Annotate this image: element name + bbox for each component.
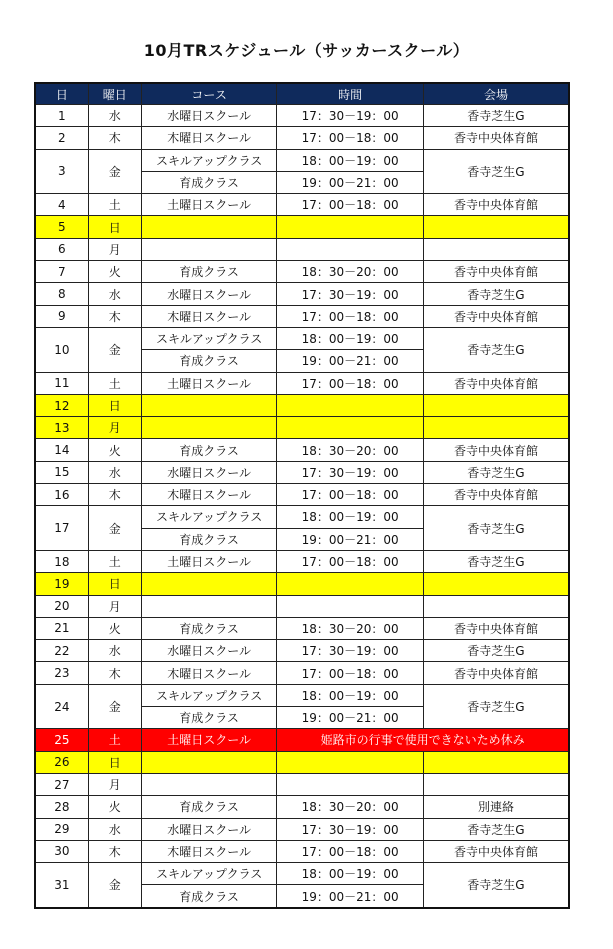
cell-day: 31 bbox=[35, 863, 88, 908]
cell-weekday: 木 bbox=[88, 305, 141, 327]
table-row bbox=[35, 305, 569, 327]
table-row bbox=[35, 773, 569, 795]
cell-venue: 香寺中央体育館 bbox=[423, 372, 569, 394]
cell-time: 18：00－19：00 bbox=[277, 684, 424, 706]
table-row bbox=[35, 261, 569, 283]
cell-venue: 別連絡 bbox=[423, 796, 569, 818]
cell-venue: 香寺中央体育館 bbox=[423, 617, 569, 639]
cell-venue: 香寺中央体育館 bbox=[423, 484, 569, 506]
cell-venue: 香寺芝生G bbox=[423, 461, 569, 483]
table-row bbox=[35, 818, 569, 840]
cell-note: 姫路市の行事で使用できないため休み bbox=[277, 729, 569, 751]
cell-day: 29 bbox=[35, 818, 88, 840]
cell-day: 17 bbox=[35, 506, 88, 551]
table-row bbox=[35, 149, 569, 171]
table-row bbox=[35, 216, 569, 238]
table-row bbox=[35, 751, 569, 773]
cell-time bbox=[277, 394, 424, 416]
cell-venue: 香寺芝生G bbox=[423, 640, 569, 662]
cell-day: 30 bbox=[35, 840, 88, 862]
cell-venue: 香寺中央体育館 bbox=[423, 305, 569, 327]
cell-course: スキルアップクラス bbox=[141, 327, 277, 349]
cell-day: 25 bbox=[35, 729, 88, 751]
header-venue: 会場 bbox=[423, 83, 569, 105]
cell-course: 木曜日スクール bbox=[141, 305, 277, 327]
header-day: 日 bbox=[35, 83, 88, 105]
cell-venue bbox=[423, 773, 569, 795]
cell-time bbox=[277, 238, 424, 260]
cell-course bbox=[141, 394, 277, 416]
cell-course: スキルアップクラス bbox=[141, 863, 277, 885]
cell-weekday: 水 bbox=[88, 105, 141, 127]
cell-weekday: 木 bbox=[88, 484, 141, 506]
cell-course: 育成クラス bbox=[141, 439, 277, 461]
cell-time bbox=[277, 417, 424, 439]
cell-venue: 香寺中央体育館 bbox=[423, 439, 569, 461]
cell-day: 28 bbox=[35, 796, 88, 818]
table-row bbox=[35, 283, 569, 305]
table-row bbox=[35, 506, 569, 528]
cell-course: 木曜日スクール bbox=[141, 127, 277, 149]
cell-day: 8 bbox=[35, 283, 88, 305]
cell-day: 22 bbox=[35, 640, 88, 662]
cell-course: 土曜日スクール bbox=[141, 729, 277, 751]
table-row bbox=[35, 484, 569, 506]
cell-course: 育成クラス bbox=[141, 261, 277, 283]
cell-time: 18：00－19：00 bbox=[277, 149, 424, 171]
table-row bbox=[35, 461, 569, 483]
cell-time: 19：00－21：00 bbox=[277, 350, 424, 372]
cell-time: 17：30－19：00 bbox=[277, 105, 424, 127]
cell-day: 11 bbox=[35, 372, 88, 394]
cell-weekday: 水 bbox=[88, 818, 141, 840]
cell-time bbox=[277, 773, 424, 795]
cell-day: 20 bbox=[35, 595, 88, 617]
table-row bbox=[35, 238, 569, 260]
table-row bbox=[35, 617, 569, 639]
cell-time: 17：00－18：00 bbox=[277, 662, 424, 684]
table-row bbox=[35, 417, 569, 439]
cell-course: 水曜日スクール bbox=[141, 283, 277, 305]
table-row bbox=[35, 863, 569, 885]
cell-weekday: 木 bbox=[88, 127, 141, 149]
cell-day: 19 bbox=[35, 573, 88, 595]
cell-venue: 香寺中央体育館 bbox=[423, 840, 569, 862]
table-row bbox=[35, 796, 569, 818]
table-row bbox=[35, 573, 569, 595]
cell-venue: 香寺中央体育館 bbox=[423, 194, 569, 216]
cell-course bbox=[141, 595, 277, 617]
cell-course: 水曜日スクール bbox=[141, 105, 277, 127]
cell-weekday: 日 bbox=[88, 573, 141, 595]
header-weekday: 曜日 bbox=[88, 83, 141, 105]
cell-weekday: 水 bbox=[88, 283, 141, 305]
cell-venue: 香寺中央体育館 bbox=[423, 127, 569, 149]
cell-weekday: 日 bbox=[88, 394, 141, 416]
cell-weekday: 日 bbox=[88, 216, 141, 238]
cell-course bbox=[141, 238, 277, 260]
cell-day: 10 bbox=[35, 327, 88, 372]
cell-course bbox=[141, 417, 277, 439]
cell-day: 23 bbox=[35, 662, 88, 684]
cell-course bbox=[141, 216, 277, 238]
cell-weekday: 金 bbox=[88, 684, 141, 729]
cell-weekday: 金 bbox=[88, 327, 141, 372]
cell-time: 17：00－18：00 bbox=[277, 484, 424, 506]
cell-weekday: 月 bbox=[88, 417, 141, 439]
cell-time: 17：30－19：00 bbox=[277, 818, 424, 840]
cell-venue bbox=[423, 417, 569, 439]
cell-day: 1 bbox=[35, 105, 88, 127]
cell-course: 木曜日スクール bbox=[141, 840, 277, 862]
cell-time: 18：00－19：00 bbox=[277, 506, 424, 528]
cell-course: 水曜日スクール bbox=[141, 640, 277, 662]
cell-weekday: 金 bbox=[88, 506, 141, 551]
table-row bbox=[35, 684, 569, 706]
cell-venue bbox=[423, 751, 569, 773]
cell-time bbox=[277, 573, 424, 595]
cell-time: 17：30－19：00 bbox=[277, 640, 424, 662]
cell-course: 育成クラス bbox=[141, 796, 277, 818]
page-title: 10月TRスケジュール（サッカースクール） bbox=[143, 41, 470, 60]
cell-time: 17：00－18：00 bbox=[277, 550, 424, 572]
cell-time: 17：00－18：00 bbox=[277, 372, 424, 394]
cell-weekday: 木 bbox=[88, 840, 141, 862]
cell-day: 13 bbox=[35, 417, 88, 439]
cell-day: 24 bbox=[35, 684, 88, 729]
cell-time: 18：30－20：00 bbox=[277, 261, 424, 283]
cell-venue bbox=[423, 238, 569, 260]
cell-day: 21 bbox=[35, 617, 88, 639]
cell-day: 2 bbox=[35, 127, 88, 149]
cell-venue: 香寺芝生G bbox=[423, 283, 569, 305]
cell-weekday: 火 bbox=[88, 261, 141, 283]
cell-venue bbox=[423, 573, 569, 595]
table-row bbox=[35, 372, 569, 394]
cell-weekday: 木 bbox=[88, 662, 141, 684]
cell-time: 17：00－18：00 bbox=[277, 840, 424, 862]
cell-day: 7 bbox=[35, 261, 88, 283]
cell-day: 18 bbox=[35, 550, 88, 572]
header-course: コース bbox=[141, 83, 277, 105]
table-row bbox=[35, 127, 569, 149]
header-time: 時間 bbox=[277, 83, 424, 105]
table-row bbox=[35, 439, 569, 461]
cell-time bbox=[277, 751, 424, 773]
cell-course: 水曜日スクール bbox=[141, 818, 277, 840]
cell-weekday: 土 bbox=[88, 372, 141, 394]
cell-weekday: 火 bbox=[88, 617, 141, 639]
cell-venue: 香寺中央体育館 bbox=[423, 662, 569, 684]
cell-course: 育成クラス bbox=[141, 528, 277, 550]
cell-course: スキルアップクラス bbox=[141, 684, 277, 706]
cell-weekday: 日 bbox=[88, 751, 141, 773]
cell-time: 19：00－21：00 bbox=[277, 528, 424, 550]
cell-day: 14 bbox=[35, 439, 88, 461]
cell-weekday: 月 bbox=[88, 773, 141, 795]
cell-course: 木曜日スクール bbox=[141, 662, 277, 684]
cell-weekday: 火 bbox=[88, 796, 141, 818]
table-row bbox=[35, 194, 569, 216]
cell-time: 17：00－18：00 bbox=[277, 305, 424, 327]
cell-day: 16 bbox=[35, 484, 88, 506]
cell-course: 木曜日スクール bbox=[141, 484, 277, 506]
cell-weekday: 水 bbox=[88, 461, 141, 483]
cell-day: 5 bbox=[35, 216, 88, 238]
cell-time: 18：00－19：00 bbox=[277, 863, 424, 885]
cell-day: 27 bbox=[35, 773, 88, 795]
table-row bbox=[35, 595, 569, 617]
cell-weekday: 火 bbox=[88, 439, 141, 461]
cell-day: 12 bbox=[35, 394, 88, 416]
table-row bbox=[35, 729, 569, 751]
table-row bbox=[35, 840, 569, 862]
cell-venue bbox=[423, 595, 569, 617]
cell-venue: 香寺芝生G bbox=[423, 149, 569, 194]
schedule-body bbox=[35, 105, 569, 908]
table-row bbox=[35, 640, 569, 662]
table-header-row bbox=[35, 83, 569, 105]
cell-course: 土曜日スクール bbox=[141, 550, 277, 572]
cell-course: 育成クラス bbox=[141, 707, 277, 729]
cell-time: 18：30－20：00 bbox=[277, 796, 424, 818]
cell-weekday: 金 bbox=[88, 149, 141, 194]
cell-course bbox=[141, 773, 277, 795]
cell-time: 17：00－18：00 bbox=[277, 127, 424, 149]
cell-venue: 香寺芝生G bbox=[423, 818, 569, 840]
cell-venue bbox=[423, 216, 569, 238]
cell-day: 26 bbox=[35, 751, 88, 773]
cell-weekday: 月 bbox=[88, 238, 141, 260]
cell-time: 18：30－20：00 bbox=[277, 617, 424, 639]
table-row bbox=[35, 394, 569, 416]
cell-course: 水曜日スクール bbox=[141, 461, 277, 483]
table-row bbox=[35, 550, 569, 572]
cell-course: 土曜日スクール bbox=[141, 372, 277, 394]
cell-venue: 香寺芝生G bbox=[423, 550, 569, 572]
cell-day: 6 bbox=[35, 238, 88, 260]
cell-day: 3 bbox=[35, 149, 88, 194]
cell-venue: 香寺中央体育館 bbox=[423, 261, 569, 283]
cell-course: 育成クラス bbox=[141, 171, 277, 193]
cell-weekday: 土 bbox=[88, 194, 141, 216]
cell-day: 9 bbox=[35, 305, 88, 327]
cell-time: 18：00－19：00 bbox=[277, 327, 424, 349]
table-row bbox=[35, 105, 569, 127]
cell-course: スキルアップクラス bbox=[141, 149, 277, 171]
table-row bbox=[35, 327, 569, 349]
cell-course: 土曜日スクール bbox=[141, 194, 277, 216]
cell-course: 育成クラス bbox=[141, 885, 277, 908]
cell-weekday: 土 bbox=[88, 550, 141, 572]
cell-course: スキルアップクラス bbox=[141, 506, 277, 528]
cell-time bbox=[277, 595, 424, 617]
cell-time: 19：00－21：00 bbox=[277, 707, 424, 729]
cell-venue: 香寺芝生G bbox=[423, 105, 569, 127]
cell-weekday: 月 bbox=[88, 595, 141, 617]
cell-weekday: 水 bbox=[88, 640, 141, 662]
cell-time: 18：30－20：00 bbox=[277, 439, 424, 461]
cell-time: 19：00－21：00 bbox=[277, 885, 424, 908]
cell-course bbox=[141, 751, 277, 773]
cell-time: 17：00－18：00 bbox=[277, 194, 424, 216]
cell-course: 育成クラス bbox=[141, 617, 277, 639]
cell-weekday: 土 bbox=[88, 729, 141, 751]
cell-weekday: 金 bbox=[88, 863, 141, 908]
cell-course bbox=[141, 573, 277, 595]
cell-day: 15 bbox=[35, 461, 88, 483]
cell-course: 育成クラス bbox=[141, 350, 277, 372]
schedule-table bbox=[34, 82, 570, 909]
cell-venue: 香寺芝生G bbox=[423, 863, 569, 908]
cell-venue bbox=[423, 394, 569, 416]
cell-time bbox=[277, 216, 424, 238]
cell-day: 4 bbox=[35, 194, 88, 216]
cell-time: 17：30－19：00 bbox=[277, 461, 424, 483]
cell-venue: 香寺芝生G bbox=[423, 506, 569, 551]
cell-venue: 香寺芝生G bbox=[423, 327, 569, 372]
cell-time: 17：30－19：00 bbox=[277, 283, 424, 305]
cell-venue: 香寺芝生G bbox=[423, 684, 569, 729]
table-row bbox=[35, 662, 569, 684]
cell-time: 19：00－21：00 bbox=[277, 171, 424, 193]
